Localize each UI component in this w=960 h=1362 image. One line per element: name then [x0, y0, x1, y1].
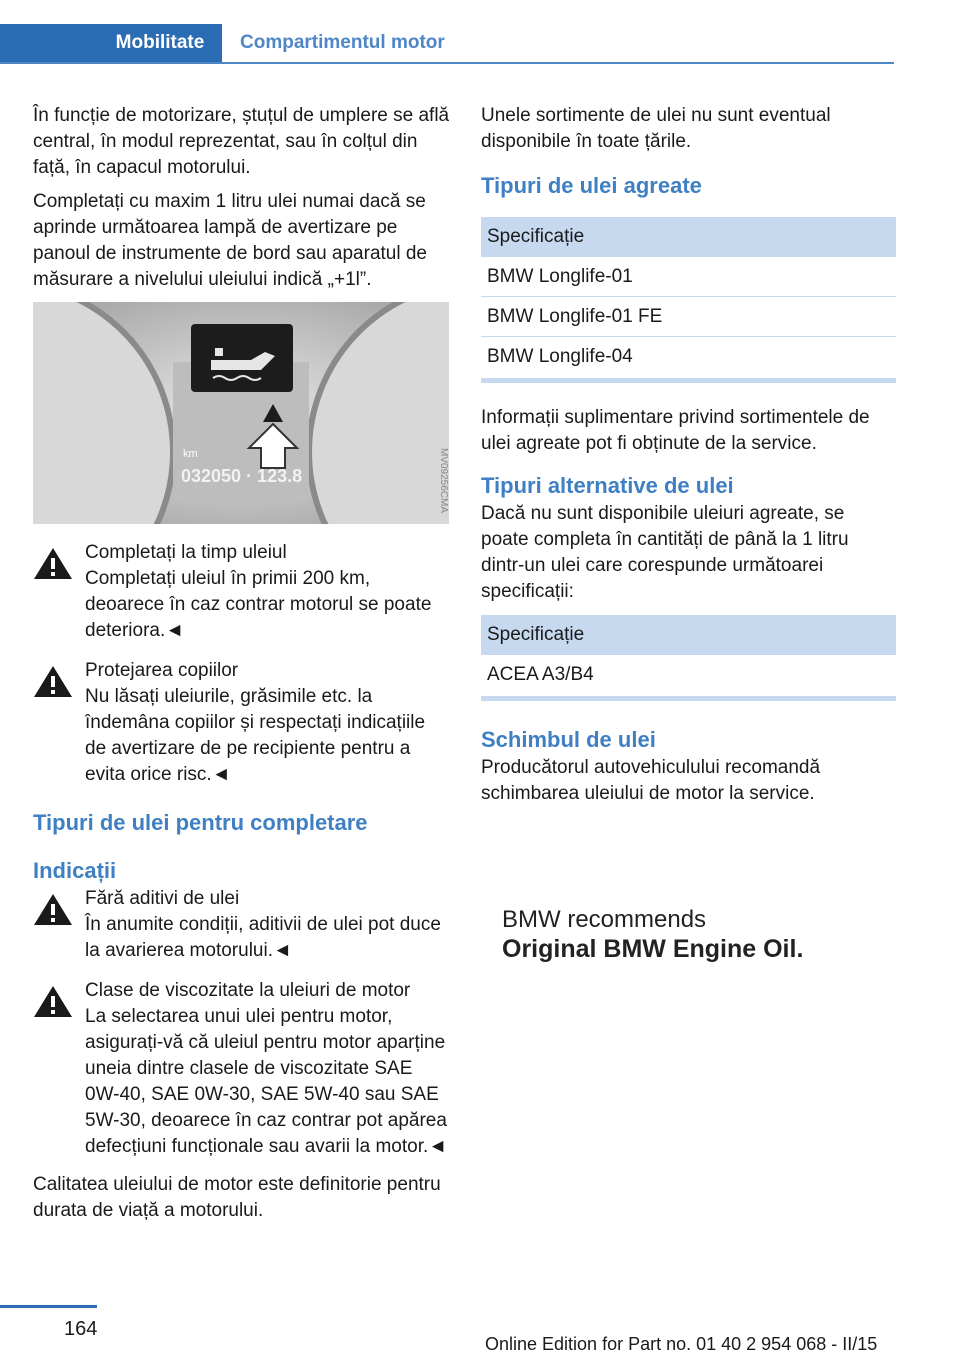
paragraph-filler-location: În funcție de motorizare, ștuțul de umplere se află central, în modul reprezentat, sau în colțul din față, în capacul motorului. — [33, 105, 450, 178]
alternative-oils-table — [481, 615, 896, 694]
paragraph-alternative: Dacă nu sunt disponibile uleiuri agreate, se poate completa în cantități de până la 1 litru dintr-un ulei care corespunde următoarei specificații: — [481, 503, 849, 602]
warning-children — [33, 658, 451, 788]
promo-recommends: BMW recommends — [502, 906, 707, 933]
table-header: Specificație — [481, 615, 896, 655]
warning-viscosity — [33, 978, 451, 1160]
promo-original-oil: Original BMW Engine Oil. — [502, 935, 804, 963]
odometer-unit: km — [183, 448, 198, 460]
warning-text: Completați uleiul în primii 200 km, deoarece în caz contrar motorul se poate deteriora.◄ — [85, 568, 432, 641]
warning-title: Protejarea copiilor — [85, 660, 239, 681]
odometer-reading: 032050 · 123.8 — [181, 466, 303, 486]
table-row: BMW Longlife-04 — [487, 345, 633, 367]
paragraph-oil-change: Producătorul autovehiculului recomandă schimbarea uleiului de motor la service. — [481, 757, 821, 804]
heading-approved-oils: Tipuri de ulei agreate — [481, 173, 702, 198]
paragraph-more-info: Informații suplimentare privind sortimentele de ulei agreate pot fi obținute de la service. — [481, 407, 870, 454]
warning-title: Clase de viscozitate la uleiuri de motor — [85, 980, 411, 1001]
warning-triangle-icon — [33, 664, 73, 698]
warning-triangle-icon — [33, 984, 73, 1018]
warning-title: Fără aditivi de ulei — [85, 888, 240, 909]
footer-accent — [0, 1305, 97, 1308]
page-number: 164 — [64, 1318, 98, 1340]
warning-triangle-icon — [33, 892, 73, 926]
heading-oil-change: Schimbul de ulei — [481, 727, 656, 752]
approved-oils-table — [481, 217, 896, 376]
header-accent — [0, 24, 98, 62]
instrument-cluster-figure — [33, 302, 449, 524]
heading-topup-oils: Tipuri de ulei pentru completare — [33, 810, 368, 835]
right-column — [481, 103, 896, 815]
warning-topup — [33, 540, 451, 644]
warning-title: Completați la timp uleiul — [85, 542, 287, 563]
paragraph-oil-quality: Calitatea uleiului de motor este definitorie pentru durata de viață a motorului. — [33, 1174, 441, 1221]
edition-text: Online Edition for Part no. 01 40 2 954 068 - II/15 — [485, 1334, 878, 1354]
figure-code: MV09256CMA — [438, 448, 449, 514]
left-column — [33, 103, 451, 301]
heading-alternative-oils: Tipuri alternative de ulei — [481, 473, 734, 498]
paragraph-availability: Unele sortimente de ulei nu sunt eventual disponibile în toate țările. — [481, 105, 831, 152]
warning-text: La selectarea unui ulei pentru motor, asigurați-vă că uleiul pentru motor aparține uneia dintre clasele de viscozitate SAE 0W-40, SAE 0W-30, SAE 5W-40 sau SAE 5W-30, deoarece în caz contrar pot apărea defecțiuni funcționale sau avarii la motor.◄ — [85, 1006, 448, 1157]
warning-triangle-icon — [33, 546, 73, 580]
left-column-warnings — [33, 540, 451, 1232]
table-end-bar — [481, 696, 896, 701]
warning-text: Nu lăsați uleiurile, grăsimile etc. la îndemâna copiilor și respectați indicațiile de avertizare de pe recipiente pentru a evita orice risc.◄ — [85, 686, 426, 785]
header-chapter[interactable]: Compartimentul motor — [240, 32, 445, 53]
oil-warning-lamp — [191, 324, 293, 392]
header-section[interactable]: Mobilitate — [98, 24, 222, 62]
paragraph-topup-condition: Completați cu maxim 1 litru ulei numai dacă se aprinde următoarea lampă de avertizare pe panoul de instrumente de bord sau aparatul de măsurare a nivelului uleiului indică „+1l”. — [33, 191, 427, 290]
table-header: Specificație — [481, 217, 896, 257]
table-row: BMW Longlife-01 — [481, 257, 896, 297]
table-row: BMW Longlife-01 FE — [481, 297, 896, 337]
warning-text: În anumite condiții, aditivii de ulei pot duce la avarierea motorului.◄ — [85, 914, 441, 961]
warning-additives — [33, 886, 451, 964]
table-end-bar — [481, 378, 896, 383]
table-row: ACEA A3/B4 — [487, 663, 594, 685]
heading-notes: Indicații — [33, 858, 117, 883]
